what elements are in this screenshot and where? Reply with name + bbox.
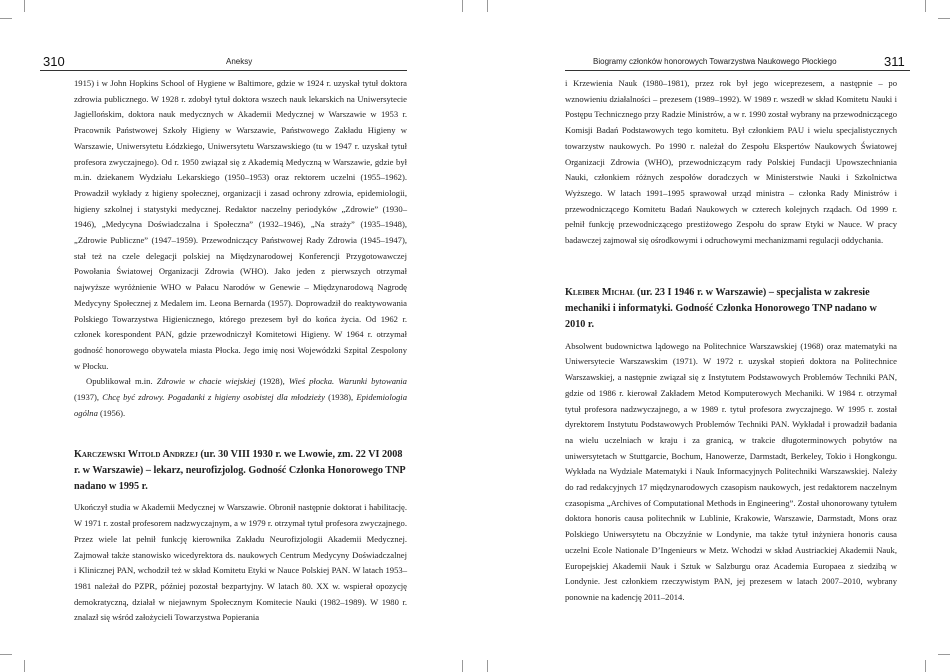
- entry-heading-details: (ur. 23 I 1946 r. w Warszawie) – specjalista w zakresie mechaniki i informatyki. Godność Członka Honorowego TNP nadano w 2010 r.: [565, 286, 877, 330]
- publications-paragraph: [74, 374, 407, 421]
- publication-year: (1956).: [100, 407, 126, 418]
- continued-paragraph: 1915) i w John Hopkins School of Hygiene w Baltimore, gdzie w 1924 r. uzyskał tytuł doktora zdrowia publicznego. W 1928 r. zdobył tytuł doktora wszech nauk lekarskich na Uniwersytecie Jagiellońskim, doktora nauk medycznych w Akademii Medycznej w Warszawie w 1953 r. Pracownik Państwowej Szkoły Higieny w Warszawie, Państwowego Zakładu Higieny w Warszawie, Uniwersytetu Łódzkiego, Uniwersytetu Warszawskiego (tu w 1947 r. uzyskał tytuł profesora zwyczajnego). Od r. 1950 związał się z Akademią Medyczną w Warszawie, gdzie był m.in. dziekanem Wydziału Lekarskiego (1950–1953) oraz rektorem uczelni (1955–1962). Prowadził wykłady z higieny społecznej, organizacji i zasad ochrony zdrowia, epidemiologii, higieny szkolnej i statystyki medycznej. Redaktor naczelny periodyków „Zdrowie” (1930–1946), „Medycyna Doświadczalna i Społeczna” (1932–1946), „Na straży” (1935–1948), „Zdrowie Publiczne” (1947–1959). Przewodniczący Państwowej Rady Zdrowia (1945–1947), stał też na czele delegacji polskiej na Międzynarodowej Konferencji Przygotowawczej Powołania Światowej Organizacji Zdrowia (WHO). Jako jeden z pierwszych otrzymał najwyższe wyróżnienie WHO w Pałacu Narodów w Genewie – Międzynarodową Nagrodę Medycyny Społecznej z Medalem im. Leona Bernarda (1957). Doprowadził do reaktywowania Polskiego Towarzystwa Higienicznego, którego prezesem był do końca życia. Od 1962 r. członek korespondent PAN, gdzie przewodniczył Komitetowi Higieny. W 1964 r. otrzymał godność honorowego obywatela miasta Płocka. Jego imię nosi Wojewódzki Szpital Zespolony w Płocku.: [74, 78, 407, 371]
- publication-year: (1937),: [74, 392, 100, 403]
- page-number: 311: [884, 54, 905, 69]
- continued-paragraph: i Krzewienia Nauk (1980–1981), przez rok był jego wiceprezesem, a następnie – po wznowieniu działalności – prezesem (1989–1992). W 1989 r. wszedł w skład Komitetu Nauki i Postępu Technicznego przy Radzie Ministrów, a w r. 1990 został wybrany na przewodniczącego Komisji Badań Podstawowych tego komitetu. Był członkiem PAU i wielu specjalistycznych towarzystw naukowych. Po 1990 r. należał do Zespołu Ekspertów Naukowych Światowej Organizacji Zdrowia (WHO), przewodniczącym rady Polskiej Fundacji Upowszechniania Nauki, członkiem różnych zespołów doradczych w Ministerstwie Nauki i Szkolnictwa Wyższego. W latach 1991–1995 sprawował urząd ministra – członka Rady Ministrów i przewodniczącego Komitetu Badań Naukowych w czterech kolejnych rządach. Od 1999 r. pełnił funkcję przewodniczącego prestiżowego Zespołu do spraw Etyki w Nauce. W pracy badawczej zajmował się ośrodkowymi i odruchowymi mechanizmami regulacji oddychania.: [565, 78, 897, 246]
- publication-year: (1938),: [328, 392, 354, 403]
- header-rule: [40, 70, 407, 71]
- entry-text: Ukończył studia w Akademii Medycznej w Warszawie. Obronił następnie doktorat i habilitację. W 1971 r. został profesorem nadzwyczajnym, a w 1979 r. otrzymał tytuł profesora zwyczajnego. Przez wiele lat pełnił funkcję kierownika Zakładu Neurofizjologii Akademii Medycznej. Zajmował także stanowisko wicedyrektora ds. naukowych Centrum Medycyny Doświadczalnej i Klinicznej PAN, wchodził też w skład Komitetu Etyki w Nauce Polskiej PAN. W latach 1953–1981 należał do PZPR, później pozostał bezpartyjny. W latach 80. XX w. wspierał opozycję demokratyczną, działał w niejawnym Społecznym Komitecie Nauki (1982–1989). W 1980 r. znalazł się wśród założycieli Towarzystwa Popierania: [74, 502, 407, 623]
- publication-title: Epidemiologia ogólna: [74, 392, 407, 418]
- page-number: 310: [43, 54, 65, 69]
- publications-lead: Opublikował m.in.: [86, 376, 153, 387]
- running-header: Aneksy: [226, 57, 253, 66]
- entry-heading-details: (ur. 30 VIII 1930 r. we Lwowie, zm. 22 VI 2008 r. w Warszawie) – lekarz, neurofizjolog. Godność Członka Honorowego TNP nadano w 1995 r.: [74, 449, 406, 493]
- page-body: [74, 76, 407, 626]
- publication-title: Zdrowie w chacie wiejskiej: [156, 376, 256, 387]
- publication-title: Chcę być zdrowy. Pogadanki z higieny osobistej dla młodzieży: [102, 392, 325, 403]
- page-body: [565, 76, 897, 606]
- right-page: [475, 0, 950, 672]
- entry-text: Absolwent budownictwa lądowego na Politechnice Warszawskiej (1968) oraz matematyki na Uniwersytecie Warszawskim (1971). W 1972 r. uzyskał stopień doktora na Politechnice Warszawskiej, a następnie związał się z Instytutem Podstawowych Problemów Techniki PAN, gdzie od 1986 r. kierował Zakładem Metod Komputerowych Mechaniki. W 1984 r. otrzymał tytuł profesora nadzwyczajnego, a w 1989 r. tytuł profesora zwyczajnego. W 1995 r. został dyrektorem Instytutu Podstawowych Problemów Techniki PAN. Wykładał i prowadził badania na wielu uczelniach w kraju i za granicą, w trakcie długoterminowych pobytów na uniwersytetach w Stuttgarcie, Bochum, Hanowerze, Darmstadt, Berkeley, Tokio i Hongkongu. Wykłada na Wydziale Matematyki i Nauk Informacyjnych Politechniki Warszawskiej. Należy do rad redakcyjnych 17 międzynarodowych czasopism naukowych, jest redaktorem naczelnym czasopisma „Archives of Computational Methods in Engineering”. Został uhonorowany tytułem doktora honoris causa politechnik w Lublinie, Krakowie, Warszawie, Darmstadt, Mons oraz Polskiego Uniwersytetu na Obczyźnie w Londynie, ma także tytuł inżyniera honoris causa uczelni Ecole Nationale D’Ingenieurs w Metz. Wchodzi w skład Austriackiej Akademii Nauk, Europejskiej Akademii Nauk i Sztuk w Salzburgu oraz Academia Europaea z siedzibą w Londynie. Jest członkiem rzeczywistym PAN, jej prezesem w latach 2007–2010, wybrany ponownie na kadencję 2011–2014.: [565, 340, 897, 602]
- entry-heading: [74, 447, 407, 495]
- entry-name: Karczewski Witold Andrzej: [74, 449, 198, 461]
- publication-title: Wieś płocka. Warunki bytowania: [288, 376, 407, 387]
- publication-year: (1928),: [259, 376, 285, 387]
- entry-name: Kleiber Michał: [565, 286, 635, 298]
- running-header: Biogramy członków honorowych Towarzystwa Naukowego Płockiego: [593, 57, 837, 66]
- header-rule: [565, 70, 910, 71]
- entry-heading: [565, 285, 897, 333]
